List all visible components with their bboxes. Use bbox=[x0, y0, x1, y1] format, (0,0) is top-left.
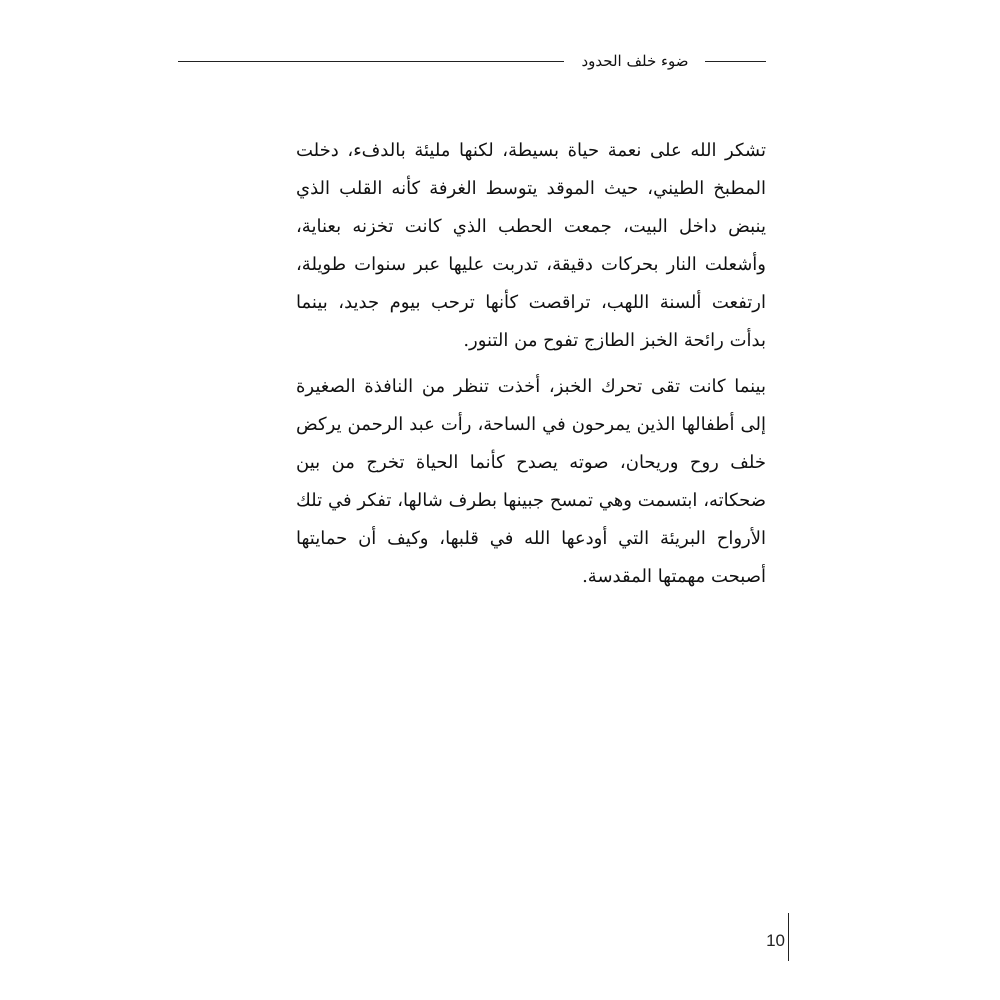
page-number: 10 bbox=[766, 931, 785, 950]
page-footer bbox=[755, 913, 795, 961]
paragraph-1: تشكر الله على نعمة حياة بسيطة، لكنها مليئة بالدفء، دخلت المطبخ الطيني، حيث الموقد يتوسط الغرفة كأنه القلب الذي ينبض داخل البيت، جمعت الحطب الذي كانت تخزنه بعناية، وأشعلت النار بحركات دقيقة، تدربت عليها عبر سنوات طويلة، ارتفعت ألسنة اللهب، تراقصت كأنها ترحب بيوم جديد، بينما بدأت رائحة الخبز الطازج تفوح من التنور. bbox=[296, 140, 766, 351]
page-body bbox=[296, 132, 766, 596]
book-title: ضوء خلف الحدود bbox=[581, 52, 689, 70]
running-header bbox=[178, 50, 766, 72]
header-rule-left bbox=[178, 61, 564, 62]
header-rule-right bbox=[705, 61, 766, 62]
page-number-rule bbox=[788, 913, 789, 961]
paragraph-2: بينما كانت تقى تحرك الخبز، أخذت تنظر من النافذة الصغيرة إلى أطفالها الذين يمرحون في الساحة، رأت عبد الرحمن يركض خلف روح وريحان، صوته يصدح كأنما الحياة تخرج من بين ضحكاته، ابتسمت وهي تمسح جبينها بطرف شالها، تفكر في تلك الأرواح البريئة التي أودعها الله في قلبها، وكيف أن حمايتها أصبحت مهمتها المقدسة. bbox=[296, 376, 767, 587]
